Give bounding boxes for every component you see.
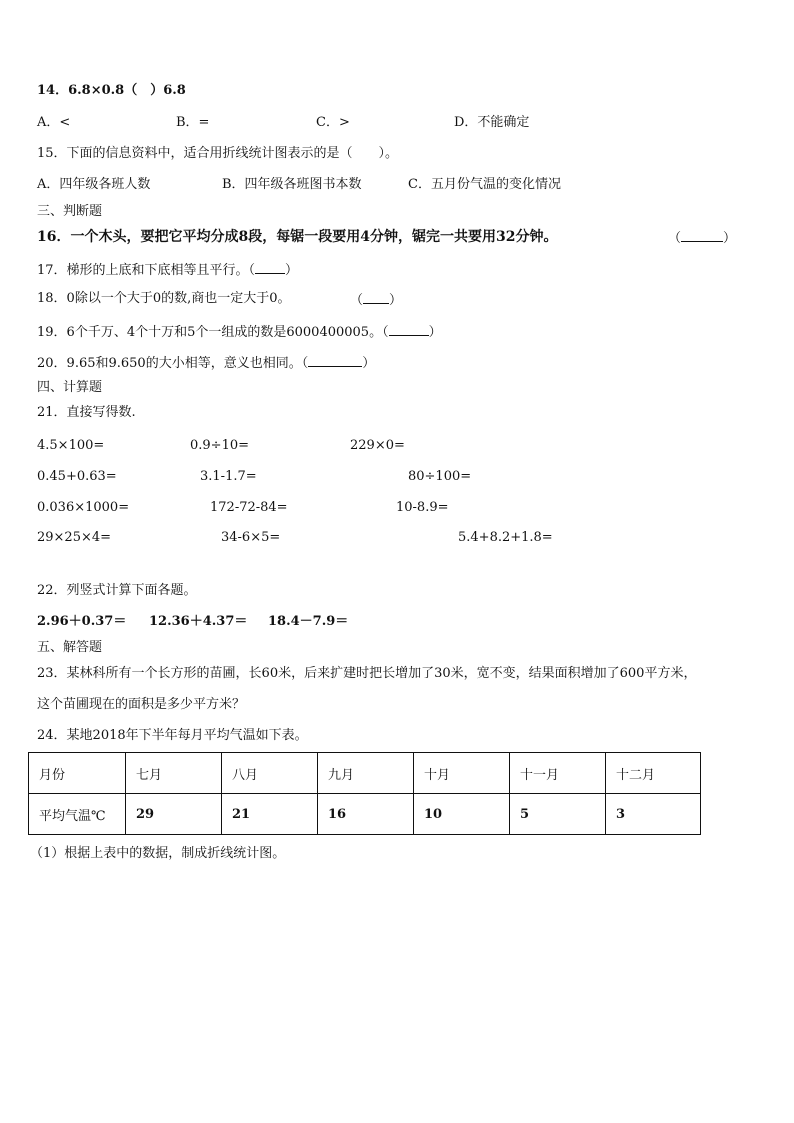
temperature-table bbox=[28, 752, 701, 835]
section-4-title: 四、计算题 bbox=[37, 380, 103, 395]
table-month: 十二月 bbox=[606, 753, 701, 794]
table-row bbox=[29, 753, 701, 794]
q18-blank-line bbox=[363, 291, 389, 304]
q21-item: 80÷100= bbox=[408, 469, 472, 484]
q22-item: 18.4－7.9＝ bbox=[268, 614, 349, 629]
table-row bbox=[29, 794, 701, 835]
q24-sub-1: （1）根据上表中的数据，制成折线统计图。 bbox=[30, 846, 286, 861]
q16-bracket-close: ） bbox=[723, 231, 737, 246]
q23-line-2: 这个苗圃现在的面积是多少平方米？ bbox=[37, 697, 246, 712]
q15-option-a: A．四年级各班人数 bbox=[37, 177, 151, 192]
q16-text: 16．一个木头，要把它平均分成8段，每锯一段要用4分钟，锯完一共要用32分钟。 bbox=[37, 229, 558, 245]
q18-bracket-close: ） bbox=[389, 293, 403, 308]
q24-stem: 24．某地2018年下半年每月平均气温如下表。 bbox=[37, 728, 308, 743]
q15-stem: 15．下面的信息资料中，适合用折线统计图表示的是（ ）。 bbox=[37, 146, 399, 161]
q19-text: 19．6个千万、4个十万和5个一组成的数是6000400005。（ bbox=[37, 325, 389, 340]
q15-option-c: C．五月份气温的变化情况 bbox=[408, 177, 561, 192]
table-value: 16 bbox=[318, 794, 414, 835]
q20-bracket-close: ） bbox=[362, 356, 376, 371]
table-value: 5 bbox=[510, 794, 606, 835]
q21-item: 34-6×5= bbox=[221, 530, 281, 545]
q21-item: 0.9÷10= bbox=[190, 438, 250, 453]
q14-stem: 14．6.8×0.8（ ）6.8 bbox=[37, 83, 186, 98]
q18-bracket-open: （ bbox=[350, 293, 364, 308]
q21-item: 4.5×100= bbox=[37, 438, 105, 453]
q16-bracket-open: （ bbox=[668, 231, 682, 246]
table-value: 3 bbox=[606, 794, 701, 835]
q21-item: 3.1-1.7= bbox=[200, 469, 257, 484]
table-value: 10 bbox=[414, 794, 510, 835]
q21-item: 0.45+0.63= bbox=[37, 469, 117, 484]
table-month: 九月 bbox=[318, 753, 414, 794]
q21-item: 10-8.9= bbox=[396, 500, 449, 515]
q14-option-a: A．< bbox=[37, 115, 71, 130]
q17-row bbox=[37, 261, 298, 279]
q19-bracket-close: ） bbox=[428, 325, 442, 340]
table-month: 七月 bbox=[126, 753, 222, 794]
q17-bracket-close: ） bbox=[285, 263, 299, 278]
q22-item: 2.96＋0.37＝ bbox=[37, 614, 127, 629]
section-3-title: 三、判断题 bbox=[37, 204, 103, 219]
table-month: 八月 bbox=[222, 753, 318, 794]
table-row-label: 平均气温℃ bbox=[29, 794, 126, 835]
q21-item: 5.4+8.2+1.8= bbox=[458, 530, 553, 545]
q17-blank-line[interactable] bbox=[255, 261, 285, 274]
q14-option-b: B．= bbox=[176, 115, 210, 130]
table-month: 十一月 bbox=[510, 753, 606, 794]
q20-text: 20．9.65和9.650的大小相等，意义也相同。（ bbox=[37, 356, 309, 371]
q21-item: 29×25×4= bbox=[37, 530, 112, 545]
q21-item: 172-72-84= bbox=[210, 500, 288, 515]
q16-blank-line bbox=[681, 229, 723, 242]
q21-stem: 21．直接写得数. bbox=[37, 405, 136, 420]
q17-text: 17．梯形的上底和下底相等且平行。（ bbox=[37, 263, 256, 278]
q16-answer-blank[interactable] bbox=[668, 229, 736, 247]
q18-text: 18．0除以一个大于0的数,商也一定大于0。 bbox=[37, 291, 291, 306]
table-value: 29 bbox=[126, 794, 222, 835]
q20-blank-line[interactable] bbox=[308, 354, 362, 367]
table-month: 十月 bbox=[414, 753, 510, 794]
q19-blank-line[interactable] bbox=[389, 323, 429, 336]
q22-stem: 22．列竖式计算下面各题。 bbox=[37, 583, 197, 598]
q18-answer-blank[interactable] bbox=[350, 291, 402, 309]
q14-option-d: D．不能确定 bbox=[454, 115, 530, 130]
q20-row bbox=[37, 354, 375, 372]
q22-item: 12.36＋4.37＝ bbox=[149, 614, 248, 629]
q23-line-1: 23．某林科所有一个长方形的苗圃，长60米，后来扩建时把长增加了30米，宽不变，结果面积增加了600平方米， bbox=[37, 666, 697, 681]
q15-option-b: B．四年级各班图书本数 bbox=[222, 177, 362, 192]
q19-row bbox=[37, 323, 442, 341]
table-value: 21 bbox=[222, 794, 318, 835]
q21-item: 229×0= bbox=[350, 438, 405, 453]
q21-item: 0.036×1000= bbox=[37, 500, 130, 515]
section-5-title: 五、解答题 bbox=[37, 640, 103, 655]
table-header-label: 月份 bbox=[29, 753, 126, 794]
q14-option-c: C．> bbox=[316, 115, 350, 130]
